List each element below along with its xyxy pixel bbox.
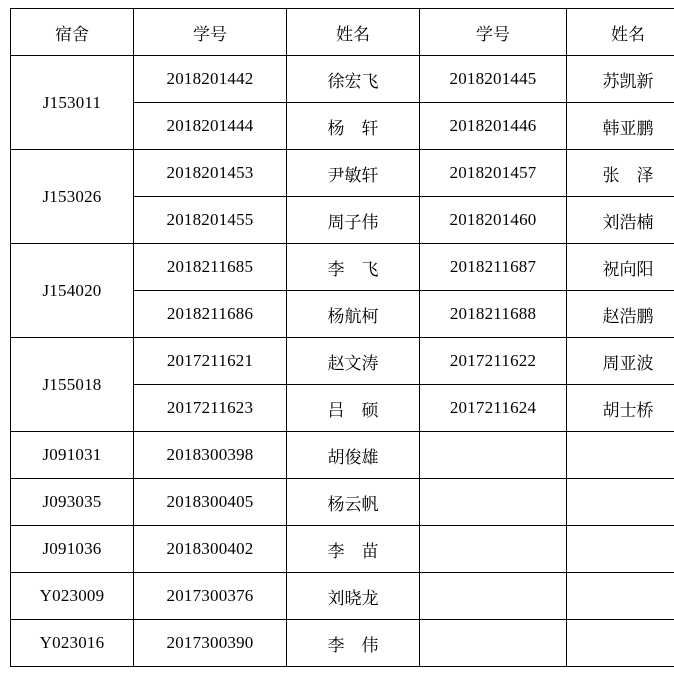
cell-dorm: J154020 bbox=[11, 244, 134, 338]
cell-student-id-2: 2018211687 bbox=[420, 244, 567, 291]
cell-student-name-1: 李 飞 bbox=[287, 244, 420, 291]
cell-student-id-1: 2018300398 bbox=[134, 432, 287, 479]
cell-student-id-2: 2017211624 bbox=[420, 385, 567, 432]
cell-dorm: J093035 bbox=[11, 479, 134, 526]
cell-dorm: J153011 bbox=[11, 56, 134, 150]
column-header-dorm: 宿舍 bbox=[11, 9, 134, 56]
table-row bbox=[11, 150, 674, 197]
cell-student-id-1: 2018300402 bbox=[134, 526, 287, 573]
cell-dorm: Y023016 bbox=[11, 620, 134, 667]
cell-dorm: J091031 bbox=[11, 432, 134, 479]
cell-student-id-1: 2018201453 bbox=[134, 150, 287, 197]
column-header-name-2: 姓名 bbox=[567, 9, 674, 56]
column-header-name-1: 姓名 bbox=[287, 9, 420, 56]
cell-student-name-1: 杨航柯 bbox=[287, 291, 420, 338]
table-row bbox=[11, 244, 674, 291]
cell-student-name-2 bbox=[567, 573, 674, 620]
cell-student-name-1: 杨 轩 bbox=[287, 103, 420, 150]
cell-student-name-2 bbox=[567, 620, 674, 667]
cell-student-name-1: 吕 硕 bbox=[287, 385, 420, 432]
table-header-row bbox=[11, 9, 674, 56]
cell-student-id-1: 2018201442 bbox=[134, 56, 287, 103]
cell-student-name-1: 刘晓龙 bbox=[287, 573, 420, 620]
table-body bbox=[11, 9, 674, 667]
cell-student-id-2 bbox=[420, 432, 567, 479]
cell-student-id-1: 2018201444 bbox=[134, 103, 287, 150]
cell-student-name-2 bbox=[567, 479, 674, 526]
cell-dorm: J091036 bbox=[11, 526, 134, 573]
cell-student-id-1: 2018201455 bbox=[134, 197, 287, 244]
cell-dorm: J155018 bbox=[11, 338, 134, 432]
column-header-id-1: 学号 bbox=[134, 9, 287, 56]
cell-student-id-2: 2018201460 bbox=[420, 197, 567, 244]
cell-student-name-2: 刘浩楠 bbox=[567, 197, 674, 244]
cell-student-name-2: 韩亚鹏 bbox=[567, 103, 674, 150]
cell-student-name-2: 周亚波 bbox=[567, 338, 674, 385]
cell-student-id-2: 2018211688 bbox=[420, 291, 567, 338]
table-row bbox=[11, 479, 674, 526]
dormitory-roster-table bbox=[10, 8, 674, 667]
cell-student-name-2: 胡士桥 bbox=[567, 385, 674, 432]
table-row bbox=[11, 338, 674, 385]
cell-student-name-2: 赵浩鹏 bbox=[567, 291, 674, 338]
cell-student-name-1: 尹敏轩 bbox=[287, 150, 420, 197]
cell-student-name-2 bbox=[567, 526, 674, 573]
table-row bbox=[11, 620, 674, 667]
cell-student-name-2: 张 泽 bbox=[567, 150, 674, 197]
cell-student-id-1: 2018300405 bbox=[134, 479, 287, 526]
cell-student-name-1: 杨云帆 bbox=[287, 479, 420, 526]
cell-student-name-1: 赵文涛 bbox=[287, 338, 420, 385]
cell-student-id-1: 2017211621 bbox=[134, 338, 287, 385]
cell-student-name-1: 李 苗 bbox=[287, 526, 420, 573]
cell-student-name-1: 周子伟 bbox=[287, 197, 420, 244]
table-row bbox=[11, 56, 674, 103]
cell-student-id-2 bbox=[420, 620, 567, 667]
cell-student-id-2 bbox=[420, 526, 567, 573]
table-row bbox=[11, 573, 674, 620]
cell-student-name-1: 徐宏飞 bbox=[287, 56, 420, 103]
cell-student-name-2: 祝向阳 bbox=[567, 244, 674, 291]
cell-student-id-2: 2018201446 bbox=[420, 103, 567, 150]
cell-student-id-1: 2017300376 bbox=[134, 573, 287, 620]
cell-dorm: Y023009 bbox=[11, 573, 134, 620]
cell-student-name-1: 李 伟 bbox=[287, 620, 420, 667]
cell-student-name-1: 胡俊雄 bbox=[287, 432, 420, 479]
cell-student-id-1: 2018211686 bbox=[134, 291, 287, 338]
column-header-id-2: 学号 bbox=[420, 9, 567, 56]
cell-student-name-2: 苏凯新 bbox=[567, 56, 674, 103]
cell-dorm: J153026 bbox=[11, 150, 134, 244]
cell-student-id-1: 2017300390 bbox=[134, 620, 287, 667]
cell-student-id-1: 2018211685 bbox=[134, 244, 287, 291]
table-row bbox=[11, 526, 674, 573]
cell-student-id-2 bbox=[420, 573, 567, 620]
cell-student-id-2 bbox=[420, 479, 567, 526]
cell-student-id-2: 2018201457 bbox=[420, 150, 567, 197]
cell-student-id-2: 2017211622 bbox=[420, 338, 567, 385]
cell-student-id-1: 2017211623 bbox=[134, 385, 287, 432]
cell-student-id-2: 2018201445 bbox=[420, 56, 567, 103]
cell-student-name-2 bbox=[567, 432, 674, 479]
table-row bbox=[11, 432, 674, 479]
